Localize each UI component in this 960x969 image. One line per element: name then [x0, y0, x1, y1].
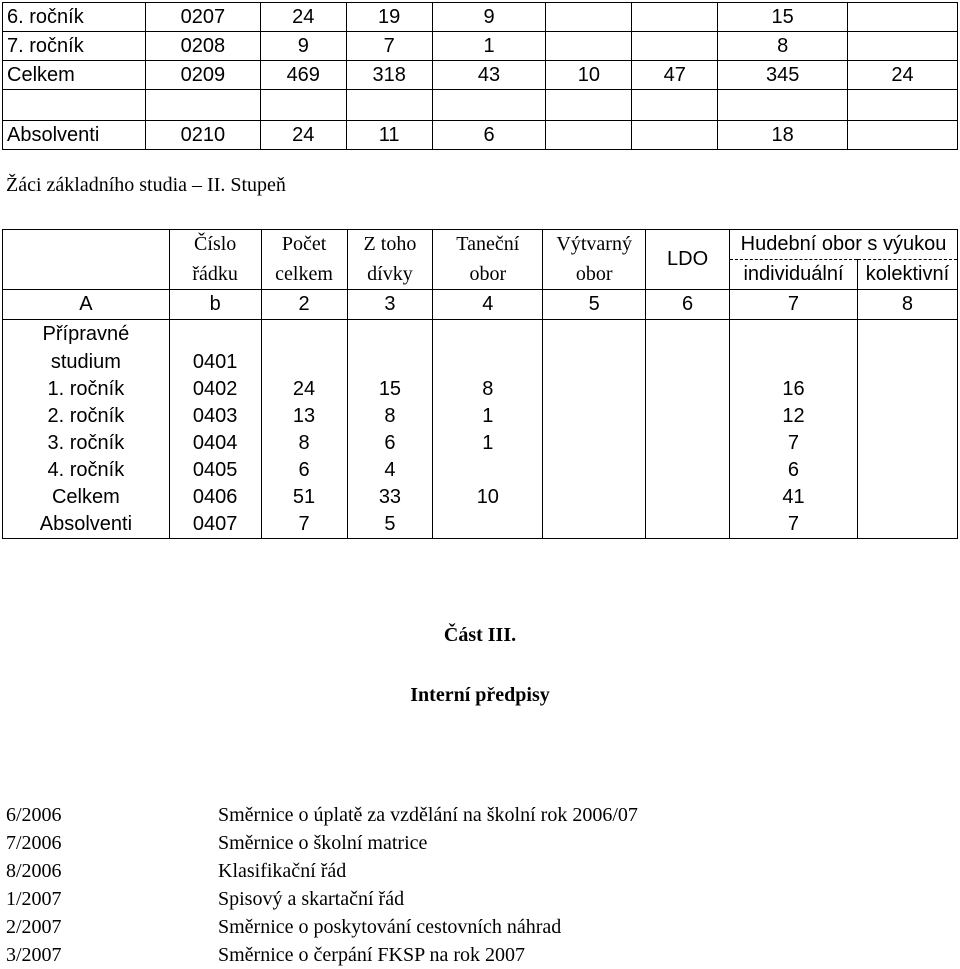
table-cell: 15 [718, 3, 848, 32]
stage-two-caption: Žáci základního studia – II. Stupeň [6, 174, 286, 196]
row-label: 2. ročník [3, 403, 170, 430]
table-cell: 345 [718, 61, 848, 90]
table-cell [347, 320, 433, 377]
table-cell: 6 [432, 121, 546, 150]
table-cell: 1 [433, 403, 543, 430]
table-cell: 318 [346, 61, 432, 90]
table-cell [857, 403, 957, 430]
table-cell [646, 320, 730, 377]
table-cell [848, 121, 958, 150]
directive-title: Spisový a skartační řád [218, 888, 405, 910]
spacer-cell [632, 90, 718, 121]
header-tanecni-2: obor [433, 260, 543, 290]
table-cell: 4 [347, 457, 433, 484]
table-cell [848, 3, 958, 32]
table-row [3, 457, 958, 484]
part-title: Část III. [443, 624, 517, 646]
table-row [3, 403, 958, 430]
table-cell [632, 3, 718, 32]
table-cell [543, 511, 646, 539]
table-cell: 16 [730, 376, 858, 403]
header-vytvarny-2: obor [543, 260, 646, 290]
table-cell: 24 [260, 121, 346, 150]
header-ztoho-2: dívky [347, 260, 433, 290]
directive-code: 8/2006 [6, 860, 62, 882]
spacer-cell [432, 90, 546, 121]
row-label: Absolventi [3, 511, 170, 539]
table-cell: 24 [261, 376, 347, 403]
spacer-cell [145, 90, 260, 121]
table-cell: 19 [346, 3, 432, 32]
list-item [6, 913, 638, 941]
table-cell: 9 [260, 32, 346, 61]
table-cell: 8 [433, 376, 543, 403]
table-cell: 15 [347, 376, 433, 403]
header-kolektivni: kolektivní [857, 260, 957, 290]
directive-title: Směrnice o školní matrice [218, 832, 428, 854]
table-row [3, 121, 958, 150]
table-cell: 24 [260, 3, 346, 32]
table-cell [543, 457, 646, 484]
table-cell: 5 [347, 511, 433, 539]
table-cell: 0207 [145, 3, 260, 32]
table-cell [433, 320, 543, 377]
table-cell [646, 511, 730, 539]
table-cell: 13 [261, 403, 347, 430]
column-index-cell: 5 [543, 290, 646, 320]
header-vytvarny-1: Výtvarný [543, 230, 646, 260]
table-cell: 8 [718, 32, 848, 61]
table-cell: 12 [730, 403, 858, 430]
row-label: 3. ročník [3, 430, 170, 457]
table-cell [857, 320, 957, 377]
table-cell [857, 511, 957, 539]
table-cell: 10 [433, 484, 543, 511]
table-cell: 11 [346, 121, 432, 150]
table-cell [546, 3, 632, 32]
directives-list [6, 801, 638, 969]
table-cell: 1 [433, 430, 543, 457]
table-cell: 7 [730, 511, 858, 539]
column-index-cell: A [3, 290, 170, 320]
directive-title: Směrnice o úplatě za vzdělání na školní rok 2006/07 [218, 804, 638, 826]
table-cell [857, 484, 957, 511]
table-row [3, 32, 958, 61]
table-cell [543, 484, 646, 511]
directive-title: Klasifikační řád [218, 860, 347, 882]
list-item [6, 941, 638, 969]
table-cell: 8 [347, 403, 433, 430]
table-cell: 33 [347, 484, 433, 511]
row-label [3, 320, 170, 377]
list-item [6, 857, 638, 885]
table-cell [646, 484, 730, 511]
column-index-cell: b [169, 290, 261, 320]
row-number: 0403 [169, 403, 261, 430]
table-cell [433, 457, 543, 484]
list-item [6, 801, 638, 829]
table-cell: 7 [346, 32, 432, 61]
column-index-cell: 6 [646, 290, 730, 320]
column-index-cell: 7 [730, 290, 858, 320]
table-cell: 43 [432, 61, 546, 90]
list-item [6, 885, 638, 913]
table-cell [632, 121, 718, 150]
stage-one-summary-table [2, 2, 958, 150]
directive-code: 3/2007 [6, 944, 62, 966]
table-cell [546, 121, 632, 150]
directive-title: Směrnice o poskytování cestovních náhrad [218, 916, 562, 938]
table-cell: 0209 [145, 61, 260, 90]
table-cell: 7 [261, 511, 347, 539]
table-cell: 47 [632, 61, 718, 90]
directive-code: 1/2007 [6, 888, 62, 910]
header-cislo-1: Číslo [169, 230, 261, 260]
header-hudebni: Hudební obor s výukou [730, 230, 958, 260]
table-cell: 10 [546, 61, 632, 90]
spacer-cell [546, 90, 632, 121]
table-cell [857, 376, 957, 403]
row-label-line: studium [50, 351, 121, 373]
table-cell: 9 [432, 3, 546, 32]
row-number: 0405 [169, 457, 261, 484]
header-pocet-1: Počet [261, 230, 347, 260]
table-cell: 41 [730, 484, 858, 511]
table-cell [261, 320, 347, 377]
column-index-cell: 2 [261, 290, 347, 320]
row-label: 4. ročník [3, 457, 170, 484]
table-row [3, 484, 958, 511]
directive-title: Směrnice o čerpání FKSP na rok 2007 [218, 944, 525, 966]
table-row [3, 61, 958, 90]
table-cell [543, 320, 646, 377]
table-row [3, 3, 958, 32]
stage-two-table [2, 229, 958, 539]
column-index-cell: 3 [347, 290, 433, 320]
table-cell [433, 511, 543, 539]
table-cell: 6 [730, 457, 858, 484]
table-cell [543, 376, 646, 403]
header-ldo: LDO [646, 230, 730, 290]
header-pocet-2: celkem [261, 260, 347, 290]
spacer-cell [260, 90, 346, 121]
header-tanecni-1: Taneční [433, 230, 543, 260]
header-ztoho-1: Z toho [347, 230, 433, 260]
header-individualni: individuální [730, 260, 858, 290]
row-number: 0404 [169, 430, 261, 457]
header-blank [3, 230, 170, 260]
row-number: 0407 [169, 511, 261, 539]
part-subtitle: Interní předpisy [410, 684, 550, 706]
spacer-cell [718, 90, 848, 121]
table-row [3, 511, 958, 539]
table-cell [857, 457, 957, 484]
table-cell [646, 430, 730, 457]
header-blank-2 [3, 260, 170, 290]
table-row [3, 376, 958, 403]
directive-code: 7/2006 [6, 832, 62, 854]
row-label: 7. ročník [3, 32, 146, 61]
table-cell: 51 [261, 484, 347, 511]
row-label: Celkem [3, 61, 146, 90]
table-cell [857, 430, 957, 457]
table-cell: 1 [432, 32, 546, 61]
table-cell [543, 430, 646, 457]
table-cell [632, 32, 718, 61]
row-label: 6. ročník [3, 3, 146, 32]
spacer-cell [346, 90, 432, 121]
row-label: Absolventi [3, 121, 146, 150]
table-cell [730, 320, 858, 377]
table-cell: 6 [347, 430, 433, 457]
directive-code: 6/2006 [6, 804, 62, 826]
row-number: 0401 [169, 320, 261, 377]
table-cell [543, 403, 646, 430]
list-item [6, 829, 638, 857]
table-cell [646, 403, 730, 430]
row-label: 1. ročník [3, 376, 170, 403]
table-cell: 8 [261, 430, 347, 457]
row-number: 0402 [169, 376, 261, 403]
table-cell: 18 [718, 121, 848, 150]
row-number: 0406 [169, 484, 261, 511]
row-label: Celkem [3, 484, 170, 511]
table-cell: 0210 [145, 121, 260, 150]
table-row [3, 430, 958, 457]
table-cell: 7 [730, 430, 858, 457]
table-cell: 6 [261, 457, 347, 484]
column-index-cell: 8 [857, 290, 957, 320]
table-cell: 0208 [145, 32, 260, 61]
column-index-cell: 4 [433, 290, 543, 320]
row-label-line: Přípravné [42, 323, 130, 345]
table-cell: 469 [260, 61, 346, 90]
table-cell [646, 457, 730, 484]
header-cislo-2: řádku [169, 260, 261, 290]
table-cell: 24 [848, 61, 958, 90]
table-row [3, 320, 958, 377]
table-cell [646, 376, 730, 403]
table-cell [546, 32, 632, 61]
table-cell [848, 32, 958, 61]
directive-code: 2/2007 [6, 916, 62, 938]
spacer-cell [848, 90, 958, 121]
spacer-cell [3, 90, 146, 121]
